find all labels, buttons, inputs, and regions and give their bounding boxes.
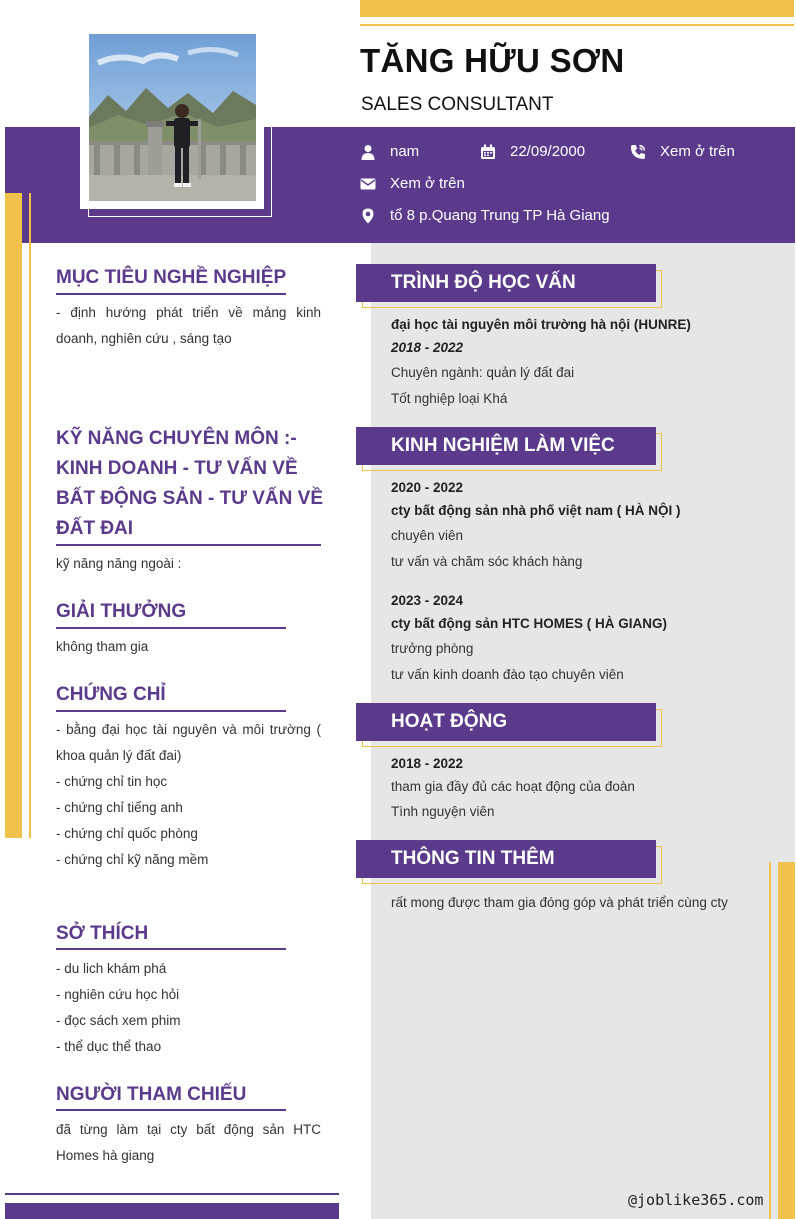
education-major: Chuyên ngành: quản lý đất đai	[391, 365, 575, 380]
additional-heading: THÔNG TIN THÊM	[391, 848, 555, 869]
skills-heading: KỸ NĂNG CHUYÊN MÔN :- KINH DOANH - TƯ VẤN VỀ BẤT ĐỘNG SẢN - TƯ VẤN VỀ ĐẤT ĐAI	[56, 428, 323, 539]
envelope-icon	[360, 176, 376, 192]
contact-birthday	[480, 143, 585, 160]
education-heading: TRÌNH ĐỘ HỌC VẤN	[391, 272, 576, 293]
education-period: 2018 - 2022	[391, 340, 464, 355]
skills-text: kỹ năng năng ngoài :	[56, 556, 182, 571]
job-period: 2023 - 2024	[391, 593, 464, 608]
objective-heading: MỤC TIÊU NGHỀ NGHIỆP	[56, 267, 287, 288]
left-accent-line	[29, 193, 31, 838]
right-accent-bar	[778, 862, 795, 1219]
left-accent-bar	[5, 193, 22, 838]
references-underline	[56, 1109, 286, 1111]
hobby-item: - du lich khám phá	[56, 961, 167, 976]
job-role: chuyên viên	[391, 528, 464, 543]
job-period: 2020 - 2022	[391, 480, 464, 495]
certificate-item: - bằng đại học tài nguyên và môi trường ( khoa quản lý đất đai)	[56, 722, 321, 763]
email-value: Xem ở trên	[390, 175, 465, 192]
certificates-list	[56, 717, 321, 873]
address-value: tổ 8 p.Quang Trung TP Hà Giang	[390, 207, 610, 224]
contact-address	[360, 207, 610, 224]
job-title: SALES CONSULTANT	[361, 94, 554, 115]
activity-description: tham gia đầy đủ các hoạt động của đoàn	[391, 779, 635, 794]
activity-role: Tình nguyện viên	[391, 804, 495, 819]
gender-value: nam	[390, 143, 420, 160]
job-company: cty bất động sản nhà phố việt nam ( HÀ NỘI )	[391, 503, 681, 518]
awards-text: không tham gia	[56, 639, 149, 654]
right-accent-line	[769, 862, 771, 1219]
certificate-item: - chứng chỉ quốc phòng	[56, 826, 198, 841]
job-company: cty bất động sản HTC HOMES ( HÀ GIANG)	[391, 616, 668, 631]
job-role: trưởng phòng	[391, 641, 474, 656]
certificate-item: - chứng chỉ kỹ năng mềm	[56, 852, 209, 867]
experience-heading: KINH NGHIỆM LÀM VIỆC	[391, 435, 615, 456]
calendar-icon	[480, 144, 496, 160]
education-grade: Tốt nghiệp loại Khá	[391, 391, 508, 406]
top-accent-line	[360, 24, 794, 26]
objective-text: - định hướng phát triển về mảng kinh doanh, nghiên cứu , sáng tạo	[56, 305, 321, 346]
hobbies-underline	[56, 948, 286, 950]
job-description: tư vấn kinh doanh đào tạo chuyên viên	[391, 667, 624, 682]
certificates-underline	[56, 710, 286, 712]
references-heading: NGƯỜI THAM CHIẾU	[56, 1084, 247, 1105]
map-pin-icon	[360, 208, 376, 224]
hobby-item: - nghiên cứu học hỏi	[56, 987, 180, 1002]
skills-underline	[56, 544, 321, 546]
certificate-item: - chứng chỉ tiếng anh	[56, 800, 183, 815]
activity-period: 2018 - 2022	[391, 756, 464, 771]
contact-gender	[360, 143, 419, 160]
hobbies-heading: SỞ THÍCH	[56, 923, 149, 944]
top-accent-bar	[360, 0, 794, 17]
job-description: tư vấn và chăm sóc khách hàng	[391, 554, 583, 569]
birthday-value: 22/09/2000	[510, 143, 586, 160]
phone-value: Xem ở trên	[660, 143, 735, 160]
contact-phone	[630, 143, 735, 160]
certificate-item: - chứng chỉ tin học	[56, 774, 168, 789]
bottom-accent-line	[5, 1193, 339, 1195]
references-text: đã từng làm tại cty bất động sản HTC Homes hà giang	[56, 1122, 321, 1163]
hobby-item: - thể dục thể thao	[56, 1039, 162, 1054]
certificates-heading: CHỨNG CHỈ	[56, 684, 166, 705]
awards-underline	[56, 627, 286, 629]
user-icon	[360, 144, 376, 160]
hobby-item: - đọc sách xem phim	[56, 1013, 181, 1028]
hobbies-list	[56, 956, 321, 1060]
contact-email	[360, 175, 465, 192]
watermark: @joblike365.com	[628, 1191, 764, 1209]
objective-underline	[56, 293, 286, 295]
photo-outline	[88, 33, 272, 217]
activities-heading: HOẠT ĐỘNG	[391, 711, 508, 732]
education-school: đại học tài nguyên môi trường hà nội (HUNRE)	[391, 317, 691, 332]
additional-text: rất mong được tham gia đóng góp và phát triển cùng cty	[391, 895, 728, 910]
bottom-accent-bar	[5, 1203, 339, 1219]
awards-heading: GIẢI THƯỞNG	[56, 601, 187, 622]
phone-icon	[630, 144, 646, 160]
candidate-name: TĂNG HỮU SƠN	[360, 42, 625, 79]
